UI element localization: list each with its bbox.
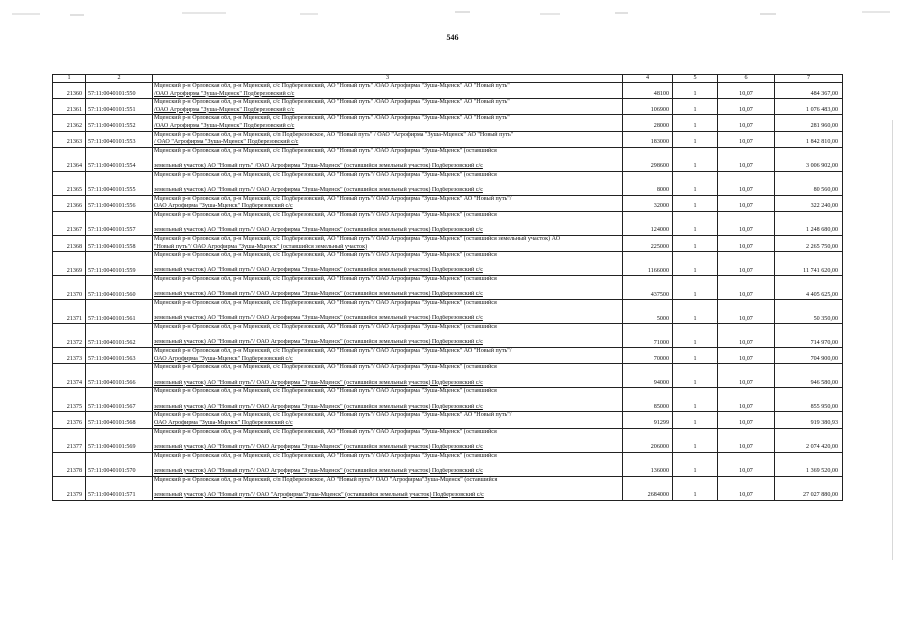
rate-value: 10,07	[718, 147, 775, 171]
location-description	[153, 99, 623, 115]
table-row	[53, 171, 843, 195]
location-description	[153, 131, 623, 147]
cadastral-value: 11 741 620,00	[775, 252, 843, 276]
description-line	[154, 155, 621, 163]
table-row	[53, 428, 843, 452]
description-line: Мценский р-н Орловская обл, р-н Мценский, с/с Подберезовский, АО "Новый путь"/ ОАО Агрофирма "Зуша-Мценск" АО "Новый путь"/	[154, 348, 512, 355]
scan-edge-line	[892, 120, 893, 560]
row-number: 21370	[53, 276, 86, 300]
row-number: 21364	[53, 147, 86, 171]
coefficient-value: 1	[673, 300, 718, 324]
cadastral-value: 946 580,00	[775, 364, 843, 388]
cadastral-number: 57:11:0040101:570	[86, 452, 153, 476]
description-line: Мценский р-н Орловская обл, р-н Мценский, с/с Подберезовский, АО "Новый путь"/ ОАО Агрофирма "Зуша-Мценск" (оставшийся земельный участок) АО	[154, 235, 561, 242]
row-number: 21375	[53, 388, 86, 412]
cadastral-number: 57:11:0040101:550	[86, 83, 153, 99]
cadastral-number: 57:11:0040101:561	[86, 300, 153, 324]
coefficient-value: 1	[673, 235, 718, 251]
coefficient-value: 1	[673, 99, 718, 115]
area-value: 71000	[623, 324, 673, 348]
table-row	[53, 83, 843, 99]
location-description	[153, 428, 623, 452]
description-line: Мценский р-н Орловская обл, р-н Мценский, с/с Подберезовский, АО "Новый путь"/ ОАО Агрофирма "Зуша-Мценск" (оставшийся	[154, 300, 497, 307]
table-row	[53, 364, 843, 388]
cadastral-value: 4 405 625,00	[775, 276, 843, 300]
description-line: Мценский р-н Орловская обл, р-н Мценский, с/с Подберезовский, АО "Новый путь"/ ОАО Агрофирма "Зуша-Мценск" (оставшийся	[154, 252, 497, 259]
cadastral-value: 919 380,93	[775, 412, 843, 428]
location-description	[153, 195, 623, 211]
row-number: 21368	[53, 235, 86, 251]
location-description	[153, 147, 623, 171]
location-description	[153, 300, 623, 324]
cadastral-number: 57:11:0040101:552	[86, 115, 153, 131]
table-row	[53, 211, 843, 235]
row-number: 21360	[53, 83, 86, 99]
rate-value: 10,07	[718, 412, 775, 428]
description-line: Мценский р-н Орловская обл, р-н Мценский, с/с Подберезовский, АО "Новый путь"/ ОАО Агрофирма "Зуша-Мценск" АО "Новый путь"/	[154, 412, 512, 419]
cadastral-value: 281 960,00	[775, 115, 843, 131]
rate-value: 10,07	[718, 83, 775, 99]
scan-artifact-marks	[0, 0, 905, 30]
area-value: 2684000	[623, 476, 673, 500]
rate-value: 10,07	[718, 476, 775, 500]
area-value: 70000	[623, 348, 673, 364]
table-row	[53, 452, 843, 476]
area-value: 32000	[623, 195, 673, 211]
table-row	[53, 235, 843, 251]
table-row	[53, 388, 843, 412]
location-description	[153, 171, 623, 195]
description-line: Мценский р-н Орловская обл, р-н Мценский, с/с Подберезовский, АО "Новый путь" /ОАО Агрофирма "Зуша-Мценск" АО "Новый путь"	[154, 99, 510, 106]
description-line	[154, 179, 621, 187]
row-number: 21372	[53, 324, 86, 348]
cadastral-number: 57:11:0040101:569	[86, 428, 153, 452]
rate-value: 10,07	[718, 388, 775, 412]
description-line	[154, 460, 621, 468]
rate-value: 10,07	[718, 115, 775, 131]
area-value: 85000	[623, 388, 673, 412]
location-description	[153, 235, 623, 251]
cadastral-value: 2 265 750,00	[775, 235, 843, 251]
rate-value: 10,07	[718, 252, 775, 276]
cadastral-value: 80 560,00	[775, 171, 843, 195]
rate-value: 10,07	[718, 428, 775, 452]
description-line	[154, 332, 621, 340]
table-row	[53, 252, 843, 276]
table-row	[53, 300, 843, 324]
description-line: "Новый путь"/ ОАО Агрофирма "Зуша-Мценск" (оставшийся земельный участок)	[154, 243, 368, 250]
description-line	[154, 436, 621, 444]
description-line: Мценский р-н Орловская обл, р-н Мценский, с/с Подберезовский, АО "Новый путь"/ ОАО Агрофирма "Зуша-Мценск" (оставшийся	[154, 276, 497, 283]
description-line	[154, 260, 621, 268]
description-line	[154, 284, 621, 292]
table-row	[53, 348, 843, 364]
coefficient-value: 1	[673, 428, 718, 452]
row-number: 21362	[53, 115, 86, 131]
description-line: Мценский р-н Орловская обл, р-н Мценский, с/с Подберезовский, АО "Новый путь"/ ОАО Агрофирма "Зуша-Мценск" (оставшийся	[154, 388, 497, 395]
row-number: 21363	[53, 131, 86, 147]
area-value: 5000	[623, 300, 673, 324]
cadastral-value: 322 240,00	[775, 195, 843, 211]
description-line: Мценский р-н Орловская обл, р-н Мценский, с/с Подберезовский, АО "Новый путь"/ ОАО Агрофирма "Зуша-Мценск" (оставшийся	[154, 428, 497, 435]
description-line	[154, 484, 621, 492]
description-line	[154, 396, 621, 404]
location-description	[153, 83, 623, 99]
table-row	[53, 195, 843, 211]
description-line: Мценский р-н Орловская обл, р-н Мценский, с/с Подберезовский, АО "Новый путь"/ ОАО Агрофирма "Зуша-Мценск" (оставшийся	[154, 452, 497, 459]
cadastral-number: 57:11:0040101:562	[86, 324, 153, 348]
cadastral-number: 57:11:0040101:559	[86, 252, 153, 276]
cadastral-number: 57:11:0040101:555	[86, 171, 153, 195]
description-line: /ОАО Агрофирма "Зуша-Мценск" Подберезовский с/с	[154, 122, 295, 129]
area-value: 1166000	[623, 252, 673, 276]
description-line: / ОАО "Агрофирма "Зуша-Мценск" Подберезовский с/с	[154, 139, 299, 146]
coefficient-value: 1	[673, 147, 718, 171]
table-row	[53, 476, 843, 500]
rate-value: 10,07	[718, 211, 775, 235]
coefficient-value: 1	[673, 476, 718, 500]
cadastral-value: 1 842 810,00	[775, 131, 843, 147]
area-value: 48100	[623, 83, 673, 99]
rate-value: 10,07	[718, 195, 775, 211]
row-number: 21373	[53, 348, 86, 364]
rate-value: 10,07	[718, 235, 775, 251]
column-header-4: 4	[623, 75, 673, 83]
row-number: 21371	[53, 300, 86, 324]
location-description	[153, 276, 623, 300]
row-number: 21378	[53, 452, 86, 476]
cadastral-value: 484 367,00	[775, 83, 843, 99]
area-value: 91299	[623, 412, 673, 428]
table-row	[53, 115, 843, 131]
description-line: земельный участок) АО "Новый путь"/ ОАО Агрофирма "Зуша-Мценск" (оставшийся земельный участок) Подберезовский с/с	[154, 267, 483, 274]
description-line: земельный участок) АО "Новый путь"/ ОАО "Агрофирма"Зуша-Мценск" (оставшийся земельный участок) Подберезовский с/с	[154, 491, 484, 498]
cadastral-number: 57:11:0040101:560	[86, 276, 153, 300]
column-header-2: 2	[86, 75, 153, 83]
column-header-6: 6	[718, 75, 775, 83]
description-line	[154, 308, 621, 316]
coefficient-value: 1	[673, 171, 718, 195]
column-number-header	[53, 75, 843, 83]
cadastral-number: 57:11:0040101:553	[86, 131, 153, 147]
area-value: 183000	[623, 131, 673, 147]
cadastral-number: 57:11:0040101:551	[86, 99, 153, 115]
rate-value: 10,07	[718, 348, 775, 364]
description-line: Мценский р-н Орловская обл, р-н Мценский, с/с Подберезовский, АО "Новый путь" /ОАО Агрофирма "Зуша-Мценск" АО "Новый путь"	[154, 115, 510, 122]
area-value: 94000	[623, 364, 673, 388]
description-line: /ОАО Агрофирма "Зуша-Мценск" Подберезовский с/с	[154, 106, 295, 113]
coefficient-value: 1	[673, 276, 718, 300]
area-value: 124000	[623, 211, 673, 235]
table-row	[53, 131, 843, 147]
rate-value: 10,07	[718, 131, 775, 147]
rate-value: 10,07	[718, 276, 775, 300]
description-line: земельный участок) АО "Новый путь" /ОАО Агрофирма "Зуша-Мценск" (оставшийся земельный участок) Подберезовский с/с	[154, 162, 483, 169]
cadastral-number: 57:11:0040101:568	[86, 412, 153, 428]
rate-value: 10,07	[718, 99, 775, 115]
coefficient-value: 1	[673, 131, 718, 147]
area-value: 225000	[623, 235, 673, 251]
cadastral-number: 57:11:0040101:558	[86, 235, 153, 251]
coefficient-value: 1	[673, 252, 718, 276]
coefficient-value: 1	[673, 83, 718, 99]
location-description	[153, 364, 623, 388]
description-line: земельный участок) АО "Новый путь"/ ОАО Агрофирма "Зуша-Мценск" (оставшийся земельный участок) Подберезовский с/с	[154, 443, 483, 450]
column-header-1: 1	[53, 75, 86, 83]
coefficient-value: 1	[673, 412, 718, 428]
description-line	[154, 220, 621, 228]
row-number: 21374	[53, 364, 86, 388]
description-line: земельный участок) АО "Новый путь"/ ОАО Агрофирма "Зуша-Мценск" (оставшийся земельный участок) Подберезовский с/с	[154, 291, 483, 298]
description-line: Мценский р-н Орловская обл, р-н Мценский, с/с Подберезовский, АО "Новый путь"/ ОАО Агрофирма "Зуша-Мценск" (оставшийся	[154, 364, 497, 371]
cadastral-number: 57:11:0040101:557	[86, 211, 153, 235]
description-line: земельный участок) АО "Новый путь"/ ОАО Агрофирма "Зуша-Мценск" (оставшийся земельный участок) Подберезовский с/с	[154, 186, 483, 193]
description-line: ОАО Агрофирма "Зуша-Мценск" Подберезовский с/с	[154, 355, 293, 362]
description-line: земельный участок) АО "Новый путь"/ ОАО Агрофирма "Зуша-Мценск" (оставшийся земельный участок) Подберезовский с/с	[154, 227, 483, 234]
cadastral-number: 57:11:0040101:571	[86, 476, 153, 500]
rate-value: 10,07	[718, 364, 775, 388]
location-description	[153, 388, 623, 412]
location-description	[153, 252, 623, 276]
table-row	[53, 276, 843, 300]
cadastral-number: 57:11:0040101:563	[86, 348, 153, 364]
rate-value: 10,07	[718, 324, 775, 348]
coefficient-value: 1	[673, 348, 718, 364]
coefficient-value: 1	[673, 364, 718, 388]
rate-value: 10,07	[718, 300, 775, 324]
description-line	[154, 372, 621, 380]
rate-value: 10,07	[718, 452, 775, 476]
row-number: 21369	[53, 252, 86, 276]
description-line: Мценский р-н Орловская обл, р-н Мценский, с/п Подберезовское, АО "Новый путь"/ ОАО "Агрофирма"Зуша-Мценск" (оставшийся	[154, 476, 498, 483]
description-line: ОАО Агрофирма "Зуша-Мценск" Подберезовский с/с	[154, 419, 293, 426]
coefficient-value: 1	[673, 115, 718, 131]
cadastral-value: 704 900,00	[775, 348, 843, 364]
description-line: земельный участок) АО "Новый путь"/ ОАО Агрофирма "Зуша-Мценск" (оставшийся земельный участок) Подберезовский с/с	[154, 315, 483, 322]
cadastral-value: 50 350,00	[775, 300, 843, 324]
location-description	[153, 452, 623, 476]
location-description	[153, 211, 623, 235]
description-line: Мценский р-н Орловская обл, р-н Мценский, с/п Подберезовское, АО "Новый путь" / ОАО "Агрофирма "Зуша-Мценск" АО "Новый путь"	[154, 131, 514, 138]
table-row	[53, 324, 843, 348]
description-line: земельный участок) АО "Новый путь"/ ОАО Агрофирма "Зуша-Мценск" (оставшийся земельный участок) Подберезовский с/с	[154, 403, 483, 410]
description-line: Мценский р-н Орловская обл, р-н Мценский, с/с Подберезовский, АО "Новый путь"/ ОАО Агрофирма "Зуша-Мценск" (оставшийся	[154, 211, 497, 218]
description-line: земельный участок) АО "Новый путь"/ ОАО Агрофирма "Зуша-Мценск" (оставшийся земельный участок) Подберезовский с/с	[154, 339, 483, 346]
coefficient-value: 1	[673, 324, 718, 348]
description-line: Мценский р-н Орловская обл, р-н Мценский, с/с Подберезовский, АО "Новый путь" /ОАО Агрофирма "Зуша-Мценск" АО "Новый путь"	[154, 83, 510, 89]
area-value: 8000	[623, 171, 673, 195]
area-value: 28000	[623, 115, 673, 131]
page-number: 546	[446, 33, 459, 42]
row-number: 21366	[53, 195, 86, 211]
cadastral-value: 27 027 880,00	[775, 476, 843, 500]
column-header-7: 7	[775, 75, 843, 83]
cadastral-value: 2 074 420,00	[775, 428, 843, 452]
cadastral-number: 57:11:0040101:556	[86, 195, 153, 211]
cadastral-value: 1 248 680,00	[775, 211, 843, 235]
coefficient-value: 1	[673, 388, 718, 412]
description-line: Мценский р-н Орловская обл, р-н Мценский, с/с Подберезовский, АО "Новый путь" /ОАО Агрофирма "Зуша-Мценск" (оставшийся	[154, 147, 497, 154]
column-header-5: 5	[673, 75, 718, 83]
row-number: 21365	[53, 171, 86, 195]
table-row	[53, 412, 843, 428]
row-number: 21361	[53, 99, 86, 115]
area-value: 298600	[623, 147, 673, 171]
location-description	[153, 115, 623, 131]
row-number: 21379	[53, 476, 86, 500]
cadastral-number: 57:11:0040101:566	[86, 364, 153, 388]
area-value: 106900	[623, 99, 673, 115]
row-number: 21376	[53, 412, 86, 428]
description-line: земельный участок) АО "Новый путь"/ ОАО Агрофирма "Зуша-Мценск" (оставшийся земельный участок) Подберезовский с/с	[154, 467, 483, 474]
description-line: земельный участок) АО "Новый путь"/ ОАО Агрофирма "Зуша-Мценск" (оставшийся земельный участок) Подберезовский с/с	[154, 379, 483, 386]
coefficient-value: 1	[673, 452, 718, 476]
cadastral-value: 1 076 483,00	[775, 99, 843, 115]
description-line: /ОАО Агрофирма "Зуша-Мценск" Подберезовский с/с	[154, 90, 295, 97]
description-line: Мценский р-н Орловская обл, р-н Мценский, с/с Подберезовский, АО "Новый путь"/ ОАО Агрофирма "Зуша-Мценск" (оставшийся	[154, 171, 497, 178]
coefficient-value: 1	[673, 211, 718, 235]
row-number: 21377	[53, 428, 86, 452]
table-row	[53, 147, 843, 171]
cadastral-number: 57:11:0040101:554	[86, 147, 153, 171]
area-value: 437500	[623, 276, 673, 300]
location-description	[153, 412, 623, 428]
location-description	[153, 348, 623, 364]
area-value: 136000	[623, 452, 673, 476]
rate-value: 10,07	[718, 171, 775, 195]
description-line: Мценский р-н Орловская обл, р-н Мценский, с/с Подберезовский, АО "Новый путь"/ ОАО Агрофирма "Зуша-Мценск" АО "Новый путь"/	[154, 195, 512, 202]
area-value: 206000	[623, 428, 673, 452]
location-description	[153, 476, 623, 500]
cadastral-number: 57:11:0040101:567	[86, 388, 153, 412]
cadastral-value: 714 970,00	[775, 324, 843, 348]
cadastral-value: 3 006 902,00	[775, 147, 843, 171]
coefficient-value: 1	[673, 195, 718, 211]
cadastral-value: 855 950,00	[775, 388, 843, 412]
table-row	[53, 99, 843, 115]
cadastral-value: 1 369 520,00	[775, 452, 843, 476]
table-body	[53, 83, 843, 501]
row-number: 21367	[53, 211, 86, 235]
description-line: ОАО Агрофирма "Зуша-Мценск" Подберезовский с/с	[154, 203, 293, 210]
description-line: Мценский р-н Орловская обл, р-н Мценский, с/с Подберезовский, АО "Новый путь"/ ОАО Агрофирма "Зуша-Мценск" (оставшийся	[154, 324, 497, 331]
location-description	[153, 324, 623, 348]
column-header-3: 3	[153, 75, 623, 83]
land-register-table	[52, 74, 843, 501]
